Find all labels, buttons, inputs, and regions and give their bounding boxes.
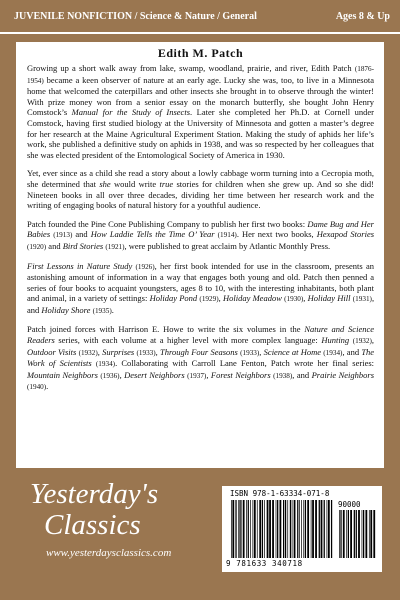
barcode-bar xyxy=(290,500,291,558)
publisher-name-line2: Classics xyxy=(44,509,141,541)
barcode-bar xyxy=(312,500,314,558)
barcode-bar xyxy=(240,500,241,558)
bio-text: would write xyxy=(110,178,160,189)
book-title: Holiday Hill xyxy=(307,293,351,304)
barcode-bar xyxy=(277,500,278,558)
barcode-bar xyxy=(305,500,306,558)
bio-text: (1940) xyxy=(27,383,47,392)
bio-body xyxy=(27,63,374,393)
barcode-bar xyxy=(297,500,298,558)
book-title: Holiday Pond xyxy=(149,293,198,304)
price-code-label: 90000 xyxy=(338,500,361,509)
book-title: she xyxy=(99,178,111,189)
bio-text: (1934) xyxy=(95,360,116,369)
publisher-url: www.yesterdaysclassics.com xyxy=(46,547,172,559)
bio-text: (1937) xyxy=(187,371,207,380)
book-title: First Lessons in Nature Study xyxy=(27,260,133,271)
bio-text: . Her next two books, xyxy=(236,229,317,240)
barcode-bar xyxy=(287,500,288,558)
book-title: Prairie Neighbors xyxy=(311,369,375,380)
bio-text: , her first book intended for use in the classroom, presents an astonishing amount of information in a way that engages both young and old. Patch then penned a series of four books to acquaint youngsters, ages 8 to 10, with the interesting inhabitants, both plant and animal, in a variety of settings: xyxy=(27,260,374,304)
barcode-bar xyxy=(346,510,347,558)
author-name: Edith M. Patch xyxy=(157,46,244,60)
book-title: Outdoor Visits xyxy=(27,346,77,357)
bio-text: , xyxy=(97,346,103,357)
category-header xyxy=(0,0,400,34)
bio-text: (1913) xyxy=(53,231,73,240)
barcode-bar xyxy=(231,500,232,558)
barcode-bar xyxy=(301,500,302,558)
barcode-bar xyxy=(343,510,345,558)
category-label: JUVENILE NONFICTION / Science & Nature / General xyxy=(14,10,257,22)
barcode-bar xyxy=(319,500,320,558)
book-title: Through Four Seasons xyxy=(160,346,238,357)
barcode-bar xyxy=(292,500,293,558)
barcode-bar xyxy=(365,510,367,558)
barcode-bar xyxy=(264,500,265,558)
book-title: true xyxy=(159,178,174,189)
bio-paragraph xyxy=(27,63,374,160)
bio-text: , and xyxy=(342,346,362,357)
bio-text: (1934) xyxy=(323,348,343,357)
barcode-bar xyxy=(370,510,372,558)
bio-text: (1926) xyxy=(135,262,155,271)
age-range-label: Ages 8 & Up xyxy=(335,10,390,22)
barcode-digits: 9 781633 340718 xyxy=(226,559,303,568)
barcode-bar xyxy=(362,510,363,558)
bio-text: (1932) xyxy=(352,337,372,346)
barcode-bar xyxy=(369,510,370,558)
bio-paragraph xyxy=(27,219,374,253)
bio-text: , xyxy=(155,346,161,357)
bio-text: Patch founded the Pine Cone Publishing Company to publish her first two books: xyxy=(27,218,308,229)
price-barcode-image xyxy=(338,510,376,558)
barcode-bar xyxy=(315,500,317,558)
bio-text: Yet, ever since as a child she read a story about a lowly cabbage worm turning into a Cecropia moth, she determined that xyxy=(27,168,374,189)
barcode-bar xyxy=(358,510,360,558)
barcode-bar xyxy=(246,500,247,558)
bio-text: (1929) xyxy=(199,295,219,304)
barcode-bar xyxy=(254,500,256,558)
barcode-bar xyxy=(363,510,364,558)
bio-paragraph xyxy=(27,168,374,210)
barcode-bar xyxy=(253,500,254,558)
bio-text: (1933) xyxy=(240,348,260,357)
bio-text: became a keen observer of nature at an early age. Lucky she was, too, to live in a Minnesota home that welcomed the caterpillars and other insects she brought in to observe through the winter! With prize money won from a senior essay on the monarch butterfly, she bought John Henry Comstock’s xyxy=(27,74,374,118)
barcode-bar xyxy=(350,510,352,558)
bio-text: (1935) xyxy=(92,306,112,315)
barcode-bar xyxy=(356,510,357,558)
bio-text: . xyxy=(46,381,49,392)
bio-text: and xyxy=(46,240,63,251)
bio-text: (1932) xyxy=(78,348,98,357)
barcode-bar xyxy=(269,500,271,558)
bio-text: Patch joined forces with Harrison E. Howe to write the six volumes in the xyxy=(27,324,305,335)
bio-paragraph xyxy=(27,324,374,393)
barcode-bar xyxy=(373,510,375,558)
bio-text: (1876-1954) xyxy=(27,65,374,85)
bio-text: Growing up a short walk away from lake, swamp, woodland, prairie, and river, Edith Patch xyxy=(27,63,355,73)
barcode-bar xyxy=(311,500,312,558)
bio-text: (1938) xyxy=(273,371,293,380)
barcode-bar xyxy=(250,500,251,558)
barcode-bar xyxy=(340,510,341,558)
barcode-bar xyxy=(303,500,304,558)
book-title: Mountain Neighbors xyxy=(27,369,98,380)
barcode-bar xyxy=(276,500,277,558)
barcode-bar xyxy=(285,500,286,558)
bio-text: (1920) xyxy=(27,242,47,251)
bio-text: , xyxy=(303,293,308,304)
bio-text: (1914) xyxy=(217,231,237,240)
bio-text: (1931) xyxy=(352,295,372,304)
publisher-name-line1: Yesterday's xyxy=(30,478,159,510)
bio-text: . xyxy=(111,304,114,315)
bio-text: (1930) xyxy=(284,295,304,304)
barcode-bar xyxy=(238,500,239,558)
book-title: Forest Neighbors xyxy=(210,369,271,380)
barcode-bar xyxy=(283,500,284,558)
bio-text: , xyxy=(218,293,223,304)
barcode-bar xyxy=(243,500,245,558)
barcode-bar xyxy=(257,500,258,558)
book-title: Nature and Science Readers xyxy=(27,324,375,346)
barcode-bar xyxy=(259,500,261,558)
barcode-bar xyxy=(324,500,325,558)
bio-text: and xyxy=(72,229,91,240)
bio-text: series, with each volume at a higher level with more complex language: xyxy=(54,335,322,346)
book-title: Manual for the Study of Insects xyxy=(71,107,190,118)
barcode-bar xyxy=(348,510,349,558)
bio-text: (1933) xyxy=(136,348,156,357)
barcode-bar xyxy=(248,500,249,558)
book-title: Surprises xyxy=(102,346,135,357)
isbn-label: ISBN 978-1-63334-071-8 xyxy=(230,489,330,498)
book-title: How Laddie Tells the Time O’ Year xyxy=(90,229,215,240)
bio-text: , were published to great acclaim by Atlantic Monthly Press. xyxy=(124,240,331,251)
book-title: Holiday Meadow xyxy=(222,293,282,304)
barcode-image xyxy=(230,500,334,558)
bio-text: stories for children when she grew up. And so she did! Nineteen books in all over three decades, dividing her time between her research work and the writing of engaging books of natural history for a youthful audience. xyxy=(27,178,375,211)
barcode-bar xyxy=(262,500,263,558)
author-bio-panel xyxy=(16,42,384,468)
bio-text: , and xyxy=(27,293,375,315)
book-title: Desert Neighbors xyxy=(124,369,185,380)
bio-text: , xyxy=(259,346,264,357)
book-title: The Work of Scientists xyxy=(27,346,375,369)
bio-text: , xyxy=(371,335,375,346)
bio-paragraph xyxy=(27,261,374,317)
book-title: Science at Home xyxy=(263,346,322,357)
bio-text: , xyxy=(119,369,125,380)
barcode-bar xyxy=(299,500,300,558)
bio-text: , xyxy=(206,369,211,380)
barcode-bar xyxy=(339,510,340,558)
publisher-logo xyxy=(30,478,200,559)
book-title: Hunting xyxy=(321,335,350,346)
barcode-bar xyxy=(354,510,355,558)
bio-text: . Collaborating with Carroll Lane Fenton, Patch wrote her final series: xyxy=(115,358,375,369)
barcode-bar xyxy=(294,500,296,558)
book-title: Bird Stories xyxy=(62,240,104,251)
barcode-bar xyxy=(307,500,309,558)
barcode-box xyxy=(222,486,382,572)
bio-text: , and xyxy=(292,369,312,380)
barcode-bar xyxy=(280,500,282,558)
barcode-bar xyxy=(232,500,234,558)
book-title: Holiday Shore xyxy=(41,304,91,315)
barcode-bar xyxy=(235,500,236,558)
bio-text: (1921) xyxy=(105,242,125,251)
bio-text: (1936) xyxy=(100,371,120,380)
barcode-bar xyxy=(331,500,332,558)
barcode-bar xyxy=(272,500,274,558)
barcode-bar xyxy=(321,500,323,558)
barcode-bar xyxy=(267,500,269,558)
book-title: Dame Bug and Her Babies xyxy=(27,218,374,240)
book-title: Hexapod Stories xyxy=(316,229,375,240)
barcode-bar xyxy=(328,500,330,558)
bio-text: . Later she completed her Ph.D. at Cornell under Comstock, having first studied biology at the University of Minnesota and gotten a master’s degree for her research at the Maine Agricultural Experiment Station. Making the study of aphids her life’s work, she published a definitive study on aphids in 1938, and was so respected by her colleagues that she was elected president of the Entomological Society of America in 1930. xyxy=(27,107,374,160)
barcode-bar xyxy=(327,500,328,558)
